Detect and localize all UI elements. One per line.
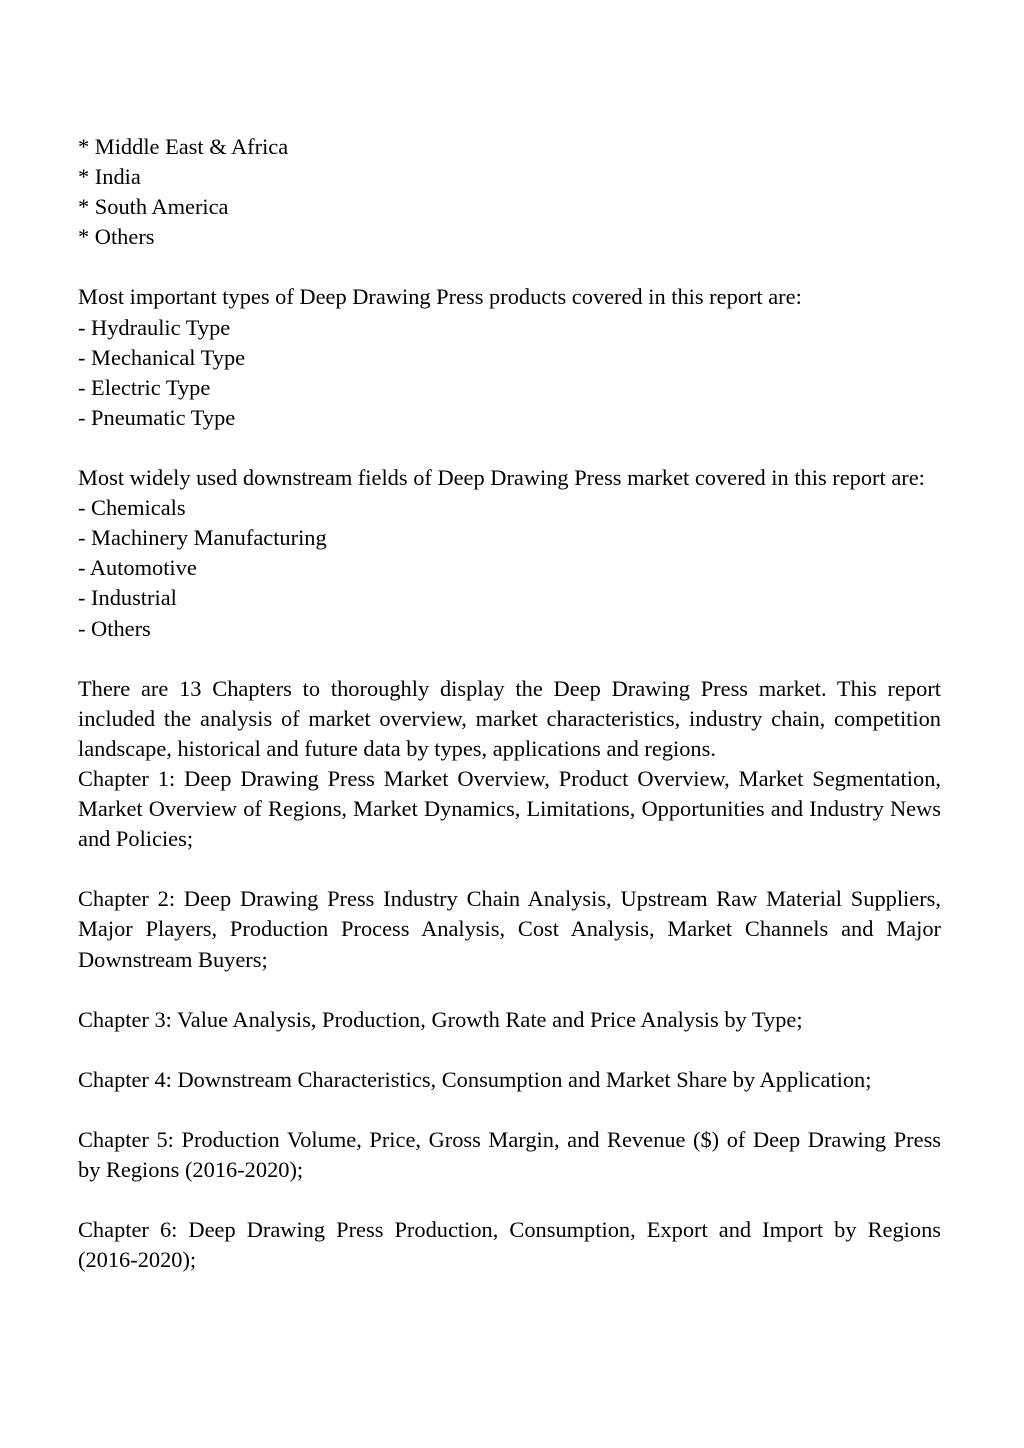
paragraph-gap: [78, 854, 941, 884]
paragraph-gap: [78, 433, 941, 463]
chapter-4: Chapter 4: Downstream Characteristics, Consumption and Market Share by Application;: [78, 1066, 872, 1092]
paragraph-gap: [78, 252, 941, 282]
regions-list: [78, 132, 941, 252]
list-item: - Industrial: [78, 585, 177, 611]
paragraph-gap: [78, 975, 941, 1005]
types-intro: Most important types of Deep Drawing Press products covered in this report are:: [78, 284, 802, 310]
chapter-6: Chapter 6: Deep Drawing Press Production, Consumption, Export and Import by Regions (2016-2020);: [78, 1217, 941, 1273]
list-item: * India: [78, 164, 141, 190]
list-item: - Pneumatic Type: [78, 404, 236, 430]
paragraph-gap: [78, 1185, 941, 1215]
list-item: - Automotive: [78, 555, 197, 581]
fields-section: [78, 463, 941, 644]
chapter-1: Chapter 1: Deep Drawing Press Market Overview, Product Overview, Market Segmentation, Market Overview of Regions, Market Dynamics, Limitations, Opportunities and Industry News and Policies;: [78, 765, 941, 852]
list-item: - Electric Type: [78, 374, 211, 400]
chapters-section: [78, 674, 941, 1276]
chapter-2: Chapter 2: Deep Drawing Press Industry Chain Analysis, Upstream Raw Material Suppliers, Major Players, Production Process Analysis, Cost Analysis, Market Channels and Major Downstream Buyers;: [78, 886, 941, 972]
types-section: [78, 282, 941, 432]
list-item: - Machinery Manufacturing: [78, 525, 327, 551]
list-item: - Chemicals: [78, 495, 186, 521]
chapter-3: Chapter 3: Value Analysis, Production, Growth Rate and Price Analysis by Type;: [78, 1006, 803, 1032]
list-item: - Mechanical Type: [78, 344, 246, 370]
document-page: [78, 132, 941, 1276]
list-item: - Others: [78, 615, 151, 641]
list-item: * Middle East & Africa: [78, 134, 289, 159]
list-item: * Others: [78, 224, 155, 250]
list-item: - Hydraulic Type: [78, 314, 231, 340]
chapter-5: Chapter 5: Production Volume, Price, Gross Margin, and Revenue ($) of Deep Drawing Press by Regions (2016-2020);: [78, 1127, 941, 1183]
fields-intro: Most widely used downstream fields of Deep Drawing Press market covered in this report are:: [78, 465, 925, 491]
paragraph-gap: [78, 644, 941, 674]
paragraph-gap: [78, 1035, 941, 1065]
list-item: * South America: [78, 194, 229, 220]
paragraph-gap: [78, 1095, 941, 1125]
chapters-intro: There are 13 Chapters to thoroughly display the Deep Drawing Press market. This report included the analysis of market overview, market characteristics, industry chain, competition landscape, historical and future data by types, applications and regions.: [78, 675, 941, 761]
